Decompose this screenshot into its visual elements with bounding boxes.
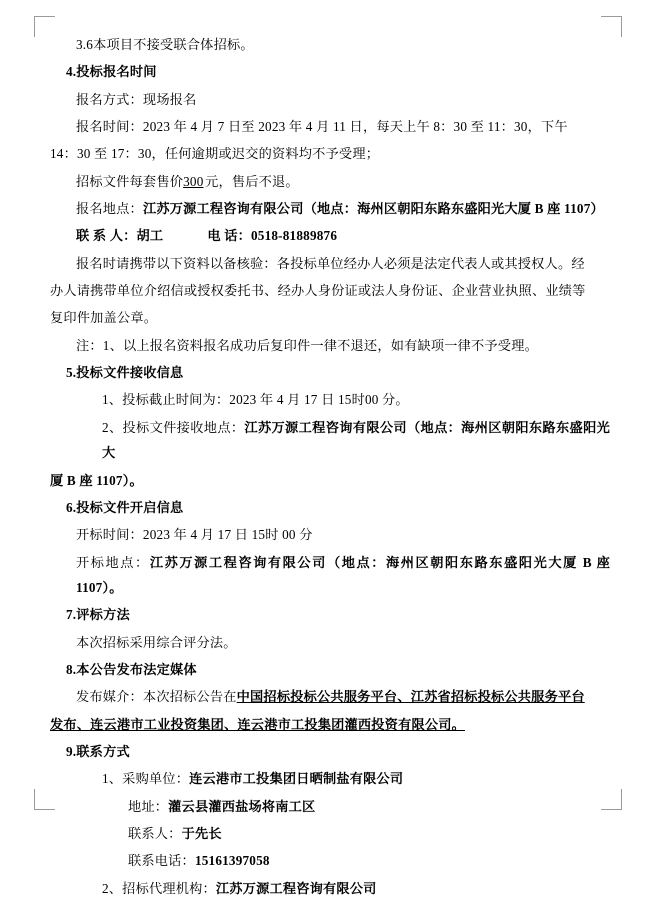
heading-7 bbox=[50, 602, 610, 627]
contact-phone-label: 电 话： bbox=[207, 228, 251, 244]
media-line2 bbox=[50, 712, 610, 737]
document-body bbox=[50, 32, 610, 903]
paragraph-text: 报名时请携带以下资料以备核验：各投标单位经办人必须是法定代表人或其授权人。经 bbox=[76, 255, 585, 271]
open-location-value: 江苏万源工程咨询有限公司（地点：海州区朝阳东路东盛阳光大厦 B 座 1107）。 bbox=[76, 554, 610, 595]
heading-text: 7.评标方法 bbox=[66, 607, 130, 623]
heading-4 bbox=[50, 59, 610, 84]
paragraph-text: 厦 B 座 1107）。 bbox=[50, 472, 143, 488]
contact-line bbox=[50, 223, 610, 248]
paragraph-text: 报名时间：2023 年 4 月 7 日至 2023 年 4 月 11 日，每天上午 8：30 至 11：30，下午 bbox=[76, 119, 568, 135]
paragraph-text: 14：30 至 17：30，任何逾期或迟交的资料均不予受理； bbox=[50, 146, 380, 162]
purchaser-contact-value: 于先长 bbox=[181, 825, 222, 841]
paragraph-text: 招标文件每套售价 bbox=[76, 173, 184, 189]
materials-line3 bbox=[50, 305, 610, 330]
bid-receive-location-line2 bbox=[50, 468, 610, 493]
paragraph-text: 本次招标采用综合评分法。 bbox=[76, 634, 237, 650]
contact-person: 联 系 人：胡工 bbox=[76, 228, 164, 244]
paragraph-text: 报名地点： bbox=[76, 201, 143, 217]
paragraph-3-6 bbox=[50, 32, 610, 57]
evaluation-method bbox=[50, 630, 610, 655]
paragraph-text: 联系电话： bbox=[128, 853, 195, 869]
signup-time-line1 bbox=[50, 114, 610, 139]
paragraph-text: 2、投标文件接收地点： bbox=[102, 419, 245, 435]
heading-5 bbox=[50, 360, 610, 385]
purchaser-contact bbox=[50, 821, 610, 846]
paragraph-text: 3.6本项目不接受联合体招标。 bbox=[76, 37, 254, 52]
heading-text: 6.投标文件开启信息 bbox=[66, 499, 184, 515]
paragraph-text: 联系人： bbox=[128, 825, 182, 841]
open-location bbox=[50, 550, 610, 601]
signup-method bbox=[50, 87, 610, 112]
bid-receive-location-line1 bbox=[50, 415, 610, 466]
paragraph-text: 发布媒介：本次招标公告在 bbox=[76, 689, 237, 705]
contact-phone-value: 0518-81889876 bbox=[251, 228, 338, 244]
heading-text: 4.投标报名时间 bbox=[66, 64, 157, 80]
purchaser-phone-value: 15161397058 bbox=[194, 853, 270, 869]
paragraph-text: 注：1、以上报名资料报名成功后复印件一律不退还，如有缺项一律不予受理。 bbox=[76, 337, 538, 353]
paragraph-text: 地址： bbox=[128, 798, 169, 814]
paragraph-text: 2、招标代理机构： bbox=[102, 880, 216, 896]
agency-line bbox=[50, 876, 610, 901]
media-line1 bbox=[50, 684, 610, 709]
heading-text: 8.本公告发布法定媒体 bbox=[66, 661, 197, 677]
heading-6 bbox=[50, 495, 610, 520]
agency-value: 江苏万源工程咨询有限公司 bbox=[215, 880, 377, 896]
purchaser-value: 连云港市工投集团日晒制盐有限公司 bbox=[189, 771, 404, 787]
paragraph-text: 开标地点： bbox=[76, 554, 150, 570]
materials-line2 bbox=[50, 278, 610, 303]
purchaser-address-value: 灌云县灌西盐场将南工区 bbox=[168, 798, 316, 814]
signup-location-value: 江苏万源工程咨询有限公司（地点：海州区朝阳东路东盛阳光大厦 B 座 1107） bbox=[142, 201, 604, 217]
signup-time-line2 bbox=[50, 141, 610, 166]
note-line bbox=[50, 333, 610, 358]
materials-line1 bbox=[50, 251, 610, 276]
purchaser-line bbox=[50, 766, 610, 791]
paragraph-text: 复印件加盖公章。 bbox=[50, 310, 158, 326]
paragraph-text: 1、采购单位： bbox=[102, 771, 190, 787]
purchaser-phone bbox=[50, 848, 610, 873]
bid-deadline bbox=[50, 387, 610, 412]
media-value-1: 中国招标投标公共服务平台、江苏省招标投标公共服务平台 bbox=[236, 689, 585, 705]
paragraph-text: 元，售后不退。 bbox=[205, 173, 299, 189]
paragraph-text: 1、投标截止时间为：2023 年 4 月 17 日 15时00 分。 bbox=[102, 392, 409, 408]
paragraph-text: 开标时间：2023 年 4 月 17 日 15时 00 分 bbox=[76, 527, 313, 543]
paragraph-text: 报名方式：现场报名 bbox=[76, 91, 197, 107]
paragraph-text: 办人请携带单位介绍信或授权委托书、经办人身份证或法人身份证、企业营业执照、业绩等 bbox=[50, 283, 586, 299]
bid-receive-location-value: 江苏万源工程咨询有限公司（地点：海州区朝阳东路东盛阳光大 bbox=[102, 419, 610, 461]
purchaser-address bbox=[50, 794, 610, 819]
price-value: 300 bbox=[183, 173, 204, 189]
heading-8 bbox=[50, 657, 610, 682]
signup-location bbox=[50, 196, 610, 221]
open-time bbox=[50, 522, 610, 547]
heading-text: 5.投标文件接收信息 bbox=[66, 365, 184, 381]
heading-9 bbox=[50, 739, 610, 764]
media-value-2: 发布、连云港市工业投资集团、连云港市工投集团灌西投资有限公司。 bbox=[50, 716, 466, 732]
heading-text: 9.联系方式 bbox=[66, 743, 130, 759]
document-price bbox=[50, 169, 610, 194]
